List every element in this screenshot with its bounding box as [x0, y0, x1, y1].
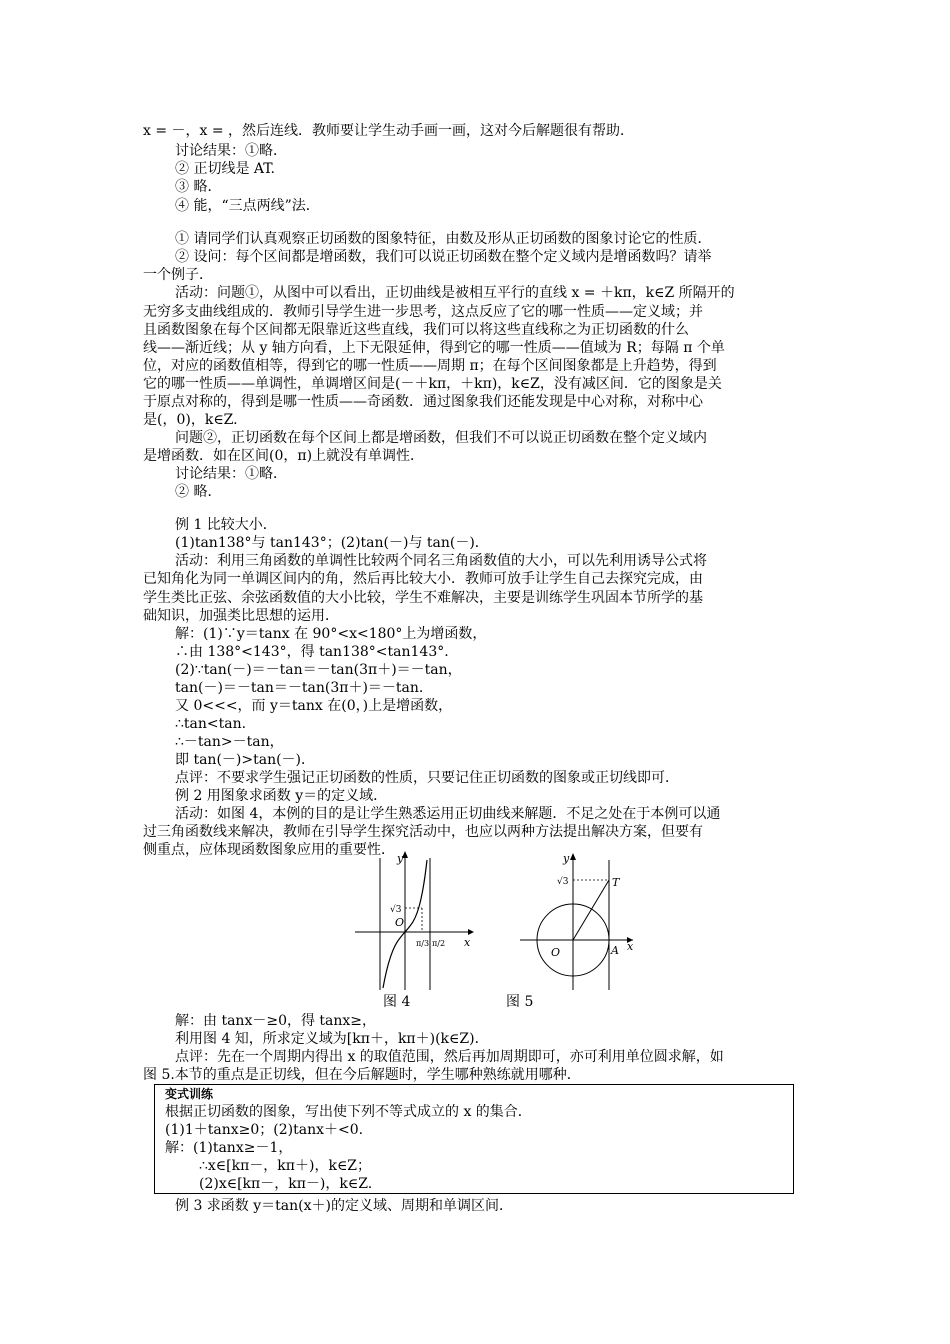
- exercise-line: ∴x∈[kπ－，kπ＋)，k∈Z；: [199, 1158, 372, 1174]
- text-line: ② 正切线是 AT.: [175, 161, 275, 177]
- origin-label: O: [551, 946, 561, 959]
- text-line: 例 1 比较大小．: [175, 517, 277, 533]
- text-line: 于原点对称的，得到是哪一性质——奇函数．通过图象我们还能发现是中心对称，对称中心: [143, 394, 703, 410]
- text-line: 讨论结果：①略．: [175, 466, 287, 482]
- text-line: ② 略．: [175, 484, 222, 500]
- exercise-line: 解：(1)tanx≥－1，: [165, 1140, 293, 1156]
- text-line: 一个例子．: [143, 267, 213, 283]
- text-line: 活动：利用三角函数的单调性比较两个同名三角函数值的大小，可以先利用诱导公式将: [175, 553, 707, 569]
- text-line: tan(－)＝－tan＝－tan(3π＋)＝－tan.: [175, 680, 424, 696]
- terminal-ray: [573, 880, 609, 940]
- text-line: ④ 能，“三点两线”法．: [175, 198, 320, 214]
- y-axis-label: y: [563, 852, 570, 865]
- x-axis-arrow: [468, 929, 474, 935]
- text-line: 活动：如图 4，本例的目的是让学生熟悉运用正切曲线来解题．不足之处在于本例可以通: [175, 806, 721, 822]
- text-line: ③ 略．: [175, 179, 222, 195]
- text-line: 过三角函数线来解决，教师在引导学生探究活动中，也应以两种方法提出解决方案，但要有: [143, 824, 703, 840]
- tick-pi-over-2: π/2: [432, 939, 446, 948]
- x-axis-label: x: [464, 936, 471, 949]
- y-axis-arrow: [570, 853, 576, 860]
- text-line: 点评：不要求学生强记正切函数的性质，只要记住正切函数的图象或正切线即可．: [175, 770, 679, 786]
- text-line: ② 设问：每个区间都是增函数，我们可以说正切函数在整个定义域内是增函数吗？请举: [175, 249, 712, 265]
- figure-4-caption: 图 4: [383, 994, 411, 1010]
- text-line: ① 请同学们认真观察正切函数的图象特征，由数及形从正切函数的图象讨论它的性质．: [175, 231, 712, 247]
- x-axis-label: x: [627, 940, 634, 953]
- text-line: ∴－tan>－tan，: [175, 734, 284, 750]
- text-line: ∴tan<tan.: [175, 716, 247, 732]
- origin-label: O: [395, 916, 405, 929]
- text-line: 已知角化为同一单调区间内的角，然后再比较大小．教师可放手让学生自己去探究完成，由: [143, 571, 703, 587]
- text-line: 是(，0)，k∈Z.: [143, 412, 238, 428]
- exercise-line: (1)1＋tanx≥0；(2)tanx＋<0.: [165, 1122, 364, 1138]
- figure-5-unit-circle: [515, 850, 640, 992]
- text-line: 例 2 用图象求函数 y＝的定义域．: [175, 788, 388, 804]
- text-line: 是增函数．如在区间(0，π)上就没有单调性．: [143, 448, 425, 464]
- text-line: x = －，x = ，然后连线．教师要让学生动手画一画，这对今后解题很有帮助．: [143, 123, 635, 139]
- text-line: 即 tan(－)>tan(－)．: [175, 752, 316, 768]
- y-axis-label: y: [397, 852, 404, 865]
- text-line: 且函数图象在每个区间都无限靠近这些直线，我们可以将这些直线称之为正切函数的什么: [143, 322, 689, 338]
- text-line: 问题②，正切函数在每个区间上都是增函数，但我们不可以说正切函数在整个定义域内: [175, 430, 707, 446]
- figure-4-tangent-graph: [350, 850, 475, 992]
- text-line: 解：由 tanx－≥0，得 tanx≥，: [175, 1013, 377, 1029]
- text-line: ∴由 138°<143°，得 tan138°<tan143°.: [175, 644, 449, 660]
- text-line: 位，对应的函数值相等，得到它的哪一性质——周期 π；在每个区间图象都是上升趋势，得到: [143, 358, 717, 374]
- text-line: 例 3 求函数 y＝tan(x＋)的定义域、周期和单调区间．: [175, 1198, 513, 1214]
- tick-pi-over-3: π/3: [416, 939, 430, 948]
- text-line: 础知识，加强类比思想的运用．: [143, 608, 339, 624]
- point-t-label: T: [612, 876, 620, 889]
- point-a-label: A: [611, 944, 619, 957]
- exercise-title: 变式训练: [165, 1087, 214, 1101]
- text-line: 利用图 4 知，所求定义域为[kπ＋，kπ＋)(k∈Z)．: [175, 1031, 489, 1047]
- text-line: (2)∵tan(－)＝－tan＝－tan(3π＋)＝－tan，: [175, 662, 462, 678]
- exercise-box: [154, 1084, 794, 1194]
- text-line: 它的哪一性质——单调性，单调增区间是(－＋kπ，＋kπ)，k∈Z，没有减区间．它的图象是关: [143, 376, 722, 392]
- text-line: 讨论结果：①略．: [175, 143, 287, 159]
- text-line: 活动：问题①，从图中可以看出，正切曲线是被相互平行的直线 x = ＋kπ，k∈Z 所隔开的: [175, 285, 735, 301]
- sqrt3-label: √3: [557, 877, 569, 887]
- text-line: (1)tan138°与 tan143°；(2)tan(－)与 tan(－)．: [175, 535, 489, 551]
- exercise-line: (2)x∈[kπ－，kπ－)，k∈Z.: [199, 1176, 373, 1192]
- text-line: 学生类比正弦、余弦函数值的大小比较，学生不难解决，主要是训练学生巩固本节所学的基: [143, 590, 703, 606]
- text-line: 无穷多支曲线组成的．教师引导学生进一步思考，这点反应了它的哪一性质——定义域；并: [143, 304, 703, 320]
- figure-5-caption: 图 5: [506, 994, 534, 1010]
- text-line: 线——渐近线；从 y 轴方向看，上下无限延伸，得到它的哪一性质——值域为 R；每隔 π 个单: [143, 340, 725, 356]
- text-line: 图 5.本节的重点是正切线，但在今后解题时，学生哪种熟练就用哪种．: [143, 1067, 581, 1083]
- exercise-line: 根据正切函数的图象，写出使下列不等式成立的 x 的集合．: [165, 1104, 532, 1120]
- text-line: 又 0<<<，而 y＝tanx 在(0，)上是增函数，: [175, 698, 453, 714]
- text-line: 侧重点，应体现函数图象应用的重要性．: [143, 842, 395, 858]
- text-line: 点评：先在一个周期内得出 x 的取值范围，然后再加周期即可，亦可利用单位圆求解，如: [175, 1049, 724, 1065]
- sqrt3-label: √3: [390, 905, 402, 915]
- text-line: 解：(1)∵y＝tanx 在 90°<x<180°上为增函数，: [175, 626, 487, 642]
